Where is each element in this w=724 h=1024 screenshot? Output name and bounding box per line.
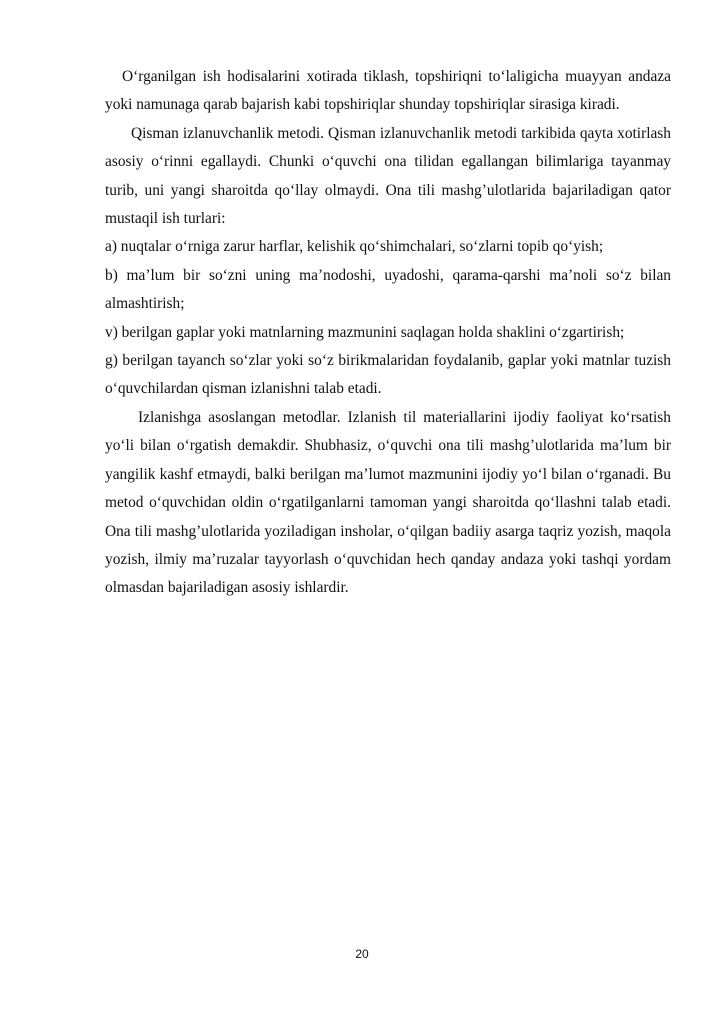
document-body [105, 63, 671, 603]
list-item-a: a) nuqtalar o‘rniga zarur harflar, kelishik qo‘shimchalari, so‘zlarni topib qo‘yish; [105, 238, 604, 256]
paragraph-search-based-methods: Izlanishga asoslangan metodlar. Izlanish til materiallarini ijodiy faoliyat ko‘rsatish yo‘li bilan o‘rgatish demakdir. Shubhasiz, o‘quvchi ona tili mashg’ulotlarida ma’lum bir yangilik kashf etmaydi, balki berilgan ma’lumot mazmunini ijodiy yo‘l bilan o‘rganadi. Bu metod o‘quvchidan oldin o‘rgatilganlarni tamoman yangi sharoitda qo‘llashni talab etadi. Ona tili mashg’ulotlarida yoziladigan insholar, o‘qilgan badiiy asarga taqriz yozish, maqola yozish, ilmiy ma’ruzalar tayyorlash o‘quvchidan hech qanday andaza yoki tashqi yordam olmasdan bajariladigan asosiy ishlardir. [105, 408, 671, 597]
list-item-b: b) ma’lum bir so‘zni uning ma’nodoshi, uyadoshi, qarama-qarshi ma’noli so‘z bilan almashtirish; [105, 266, 671, 313]
paragraph-partial-search-method: Qisman izlanuvchanlik metodi. Qisman izlanuvchanlik metodi tarkibida qayta xotirlash asosiy o‘rinni egallaydi. Chunki o‘quvchi ona tilidan egallangan bilimlariga tayanmay turib, uni yangi sharoitda qo‘llay olmaydi. Ona tili mashg’ulotlarida bajariladigan qator mustaqil ish turlari: [105, 124, 671, 228]
list-item-v: v) berilgan gaplar yoki matnlarning mazmunini saqlagan holda shaklini o‘zgartirish; [105, 323, 625, 341]
paragraph-recall-tasks: O‘rganilgan ish hodisalarini xotirada tiklash, topshiriqni to‘laligicha muayyan andaza yoki namunaga qarab bajarish kabi topshiriqlar shunday topshiriqlar sirasiga kiradi. [105, 68, 671, 114]
list-item-g: g) berilgan tayanch so‘zlar yoki so‘z birikmalaridan foydalanib, gaplar yoki matnlar tuzish o‘quvchilardan qisman izlanishni talab etadi. [105, 352, 671, 398]
page-number: 20 [355, 947, 369, 961]
